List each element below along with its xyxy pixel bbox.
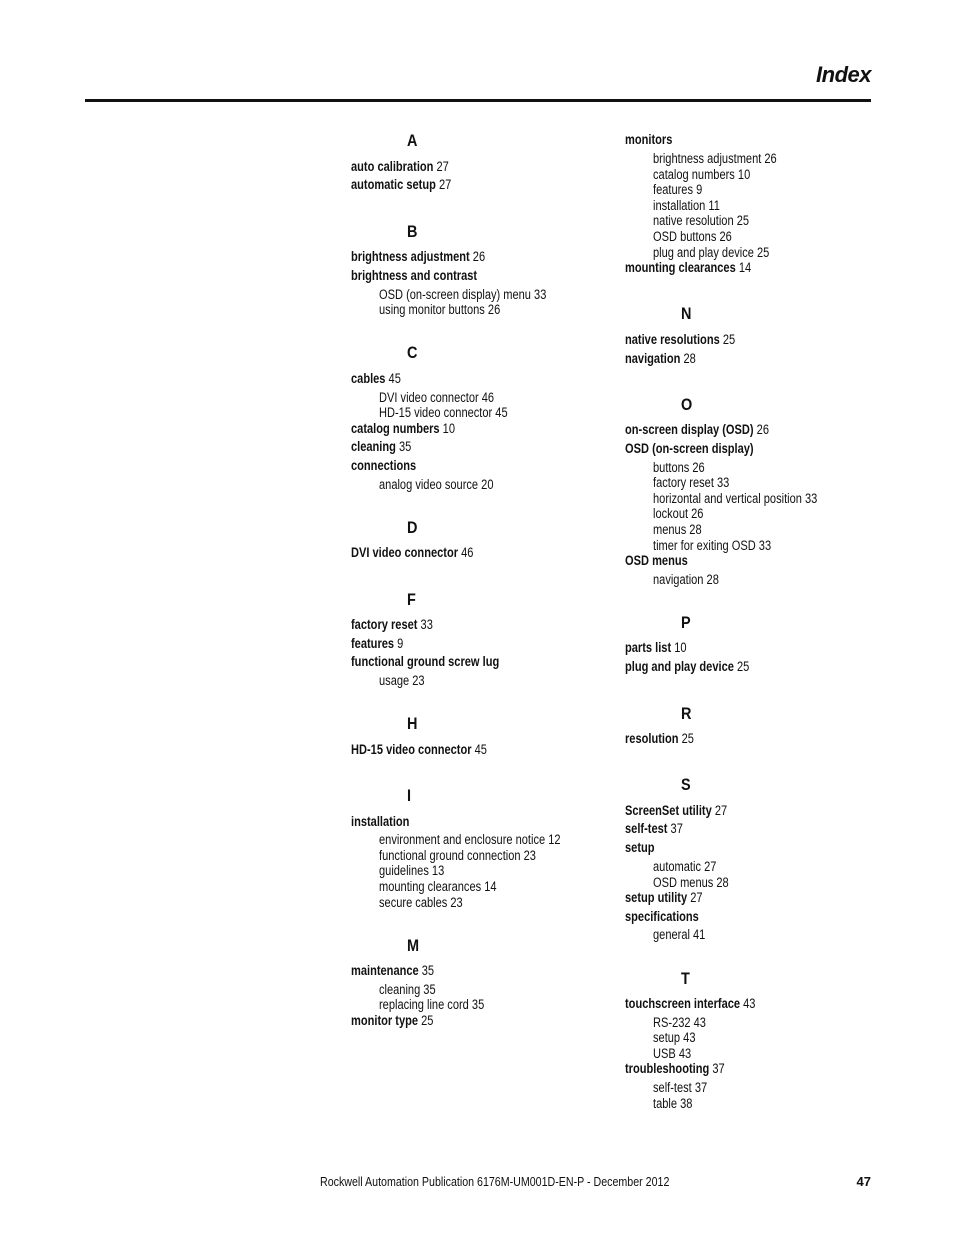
index-subentry: menus 28 <box>653 522 702 537</box>
entry-page: 28 <box>683 351 696 366</box>
index-entry <box>625 351 696 367</box>
footer-page-number: 47 <box>856 1174 871 1189</box>
entry-term: monitor type <box>351 1013 419 1028</box>
entry-term: touchscreen interface <box>625 996 741 1011</box>
index-entry <box>351 742 487 758</box>
letter-heading-t: T <box>681 969 690 988</box>
entry-page: 25 <box>722 332 736 347</box>
letter-heading-p: P <box>681 613 691 632</box>
index-subentry: factory reset 33 <box>653 475 730 490</box>
entry-page: 27 <box>438 177 452 192</box>
letter-heading-r: R <box>681 704 692 723</box>
index-entry <box>351 458 416 474</box>
entry-term: DVI video connector <box>351 545 459 560</box>
entry-term: functional ground screw lug <box>351 654 500 669</box>
index-entry <box>625 890 703 906</box>
index-subentry: using monitor buttons 26 <box>379 302 501 317</box>
entry-term: connections <box>351 458 417 473</box>
index-subentry: usage 23 <box>379 673 425 688</box>
entry-page: 25 <box>421 1013 434 1028</box>
index-subentry: plug and play device 25 <box>653 245 770 260</box>
index-subentry: RS-232 43 <box>653 1015 706 1030</box>
entry-page: 45 <box>474 742 487 757</box>
index-entry <box>351 177 451 193</box>
entry-term: catalog numbers <box>351 421 440 436</box>
entry-page: 35 <box>421 963 435 978</box>
index-subentry: features 9 <box>653 182 703 197</box>
entry-page: 25 <box>736 659 750 674</box>
index-subentry: native resolution 25 <box>653 213 750 228</box>
index-subentry: lockout 26 <box>653 506 704 521</box>
index-subentry: catalog numbers 10 <box>653 167 751 182</box>
entry-term: specifications <box>625 909 699 924</box>
entry-page: 37 <box>670 821 683 836</box>
index-subentry: timer for exiting OSD 33 <box>653 538 772 553</box>
index-entry <box>625 260 751 276</box>
index-entry <box>625 996 755 1012</box>
entry-term: monitors <box>625 132 673 147</box>
index-entry <box>351 545 473 561</box>
index-entry <box>625 132 672 148</box>
entry-term: cleaning <box>351 439 396 454</box>
index-entry <box>351 963 434 979</box>
entry-page: 25 <box>681 731 694 746</box>
index-entry <box>625 731 694 747</box>
index-subentry: guidelines 13 <box>379 863 445 878</box>
entry-term: features <box>351 636 395 651</box>
index-entry <box>351 249 485 265</box>
entry-term: auto calibration <box>351 159 434 174</box>
entry-page: 27 <box>436 159 449 174</box>
index-entry <box>351 439 411 455</box>
entry-term: brightness and contrast <box>351 268 478 283</box>
index-subentry: installation 11 <box>653 198 720 213</box>
entry-term: OSD (on-screen display) <box>625 441 754 456</box>
index-subentry: navigation 28 <box>653 572 719 587</box>
index-subentry: secure cables 23 <box>379 895 463 910</box>
letter-heading-o: O <box>681 395 693 414</box>
index-entry <box>625 803 727 819</box>
index-subentry: USB 43 <box>653 1046 692 1061</box>
entry-page: 10 <box>674 640 687 655</box>
entry-page: 35 <box>398 439 412 454</box>
entry-term: automatic setup <box>351 177 436 192</box>
index-subentry: self-test 37 <box>653 1080 708 1095</box>
letter-heading-c: C <box>407 343 418 362</box>
entry-page: 33 <box>420 617 433 632</box>
entry-term: installation <box>351 814 410 829</box>
entry-term: native resolutions <box>625 332 720 347</box>
entry-term: self-test <box>625 821 668 836</box>
footer-publication: Rockwell Automation Publication 6176M-UM001D-EN-P - December 2012 <box>320 1174 670 1189</box>
entry-page: 9 <box>397 636 404 651</box>
letter-heading-b: B <box>407 222 418 241</box>
index-entry <box>351 814 409 830</box>
entry-term: brightness adjustment <box>351 249 470 264</box>
entry-page: 27 <box>714 803 728 818</box>
entry-term: setup utility <box>625 890 688 905</box>
entry-page: 26 <box>472 249 486 264</box>
entry-term: parts list <box>625 640 672 655</box>
entry-page: 10 <box>442 421 455 436</box>
letter-heading-m: M <box>407 936 420 955</box>
index-entry <box>625 1061 725 1077</box>
letter-heading-s: S <box>681 775 691 794</box>
index-subentry: table 38 <box>653 1096 693 1111</box>
letter-heading-n: N <box>681 304 692 323</box>
index-entry <box>625 909 699 925</box>
index-entry <box>625 821 683 837</box>
entry-term: plug and play device <box>625 659 734 674</box>
index-entry <box>625 553 688 569</box>
entry-page: 46 <box>461 545 474 560</box>
index-entry <box>625 441 754 457</box>
index-entry <box>351 1013 433 1029</box>
letter-heading-a: A <box>407 131 418 150</box>
index-subentry: environment and enclosure notice 12 <box>379 832 561 847</box>
index-entry <box>625 640 687 656</box>
entry-term: navigation <box>625 351 681 366</box>
index-subentry: OSD buttons 26 <box>653 229 732 244</box>
entry-term: maintenance <box>351 963 419 978</box>
index-subentry: replacing line cord 35 <box>379 997 485 1012</box>
index-subentry: buttons 26 <box>653 460 705 475</box>
entry-page: 37 <box>712 1061 725 1076</box>
entry-term: mounting clearances <box>625 260 736 275</box>
entry-term: troubleshooting <box>625 1061 710 1076</box>
index-entry <box>351 421 455 437</box>
index-entry <box>351 268 477 284</box>
entry-term: cables <box>351 371 386 386</box>
index-entry <box>351 159 449 175</box>
index-entry <box>351 371 401 387</box>
letter-heading-i: I <box>407 786 412 805</box>
entry-page: 26 <box>756 422 769 437</box>
index-subentry: OSD menus 28 <box>653 875 729 890</box>
page-title: Index <box>816 62 871 87</box>
letter-heading-h: H <box>407 714 418 733</box>
entry-page: 43 <box>743 996 756 1011</box>
entry-term: factory reset <box>351 617 418 632</box>
index-entry <box>625 422 769 438</box>
index-entry <box>351 617 433 633</box>
entry-term: OSD menus <box>625 553 688 568</box>
letter-heading-d: D <box>407 518 418 537</box>
index-subentry: functional ground connection 23 <box>379 848 536 863</box>
index-subentry: horizontal and vertical position 33 <box>653 491 818 506</box>
index-entry <box>625 332 735 348</box>
index-subentry: automatic 27 <box>653 859 717 874</box>
letter-heading-f: F <box>407 590 416 609</box>
index-subentry: analog video source 20 <box>379 477 494 492</box>
index-subentry: mounting clearances 14 <box>379 879 497 894</box>
index-subentry: cleaning 35 <box>379 982 436 997</box>
index-subentry: setup 43 <box>653 1030 696 1045</box>
index-subentry: general 41 <box>653 927 706 942</box>
index-entry <box>351 654 499 670</box>
entry-term: HD-15 video connector <box>351 742 472 757</box>
entry-term: ScreenSet utility <box>625 803 712 818</box>
index-subentry: brightness adjustment 26 <box>653 151 777 166</box>
index-subentry: OSD (on-screen display) menu 33 <box>379 287 547 302</box>
entry-term: on-screen display (OSD) <box>625 422 754 437</box>
entry-page: 14 <box>738 260 752 275</box>
index-subentry: DVI video connector 46 <box>379 390 495 405</box>
entry-page: 27 <box>690 890 703 905</box>
entry-page: 45 <box>388 371 401 386</box>
entry-term: setup <box>625 840 655 855</box>
title-rule <box>85 99 871 102</box>
index-entry <box>625 840 655 856</box>
index-subentry: HD-15 video connector 45 <box>379 405 508 420</box>
index-entry <box>351 636 403 652</box>
entry-term: resolution <box>625 731 679 746</box>
index-entry <box>625 659 749 675</box>
